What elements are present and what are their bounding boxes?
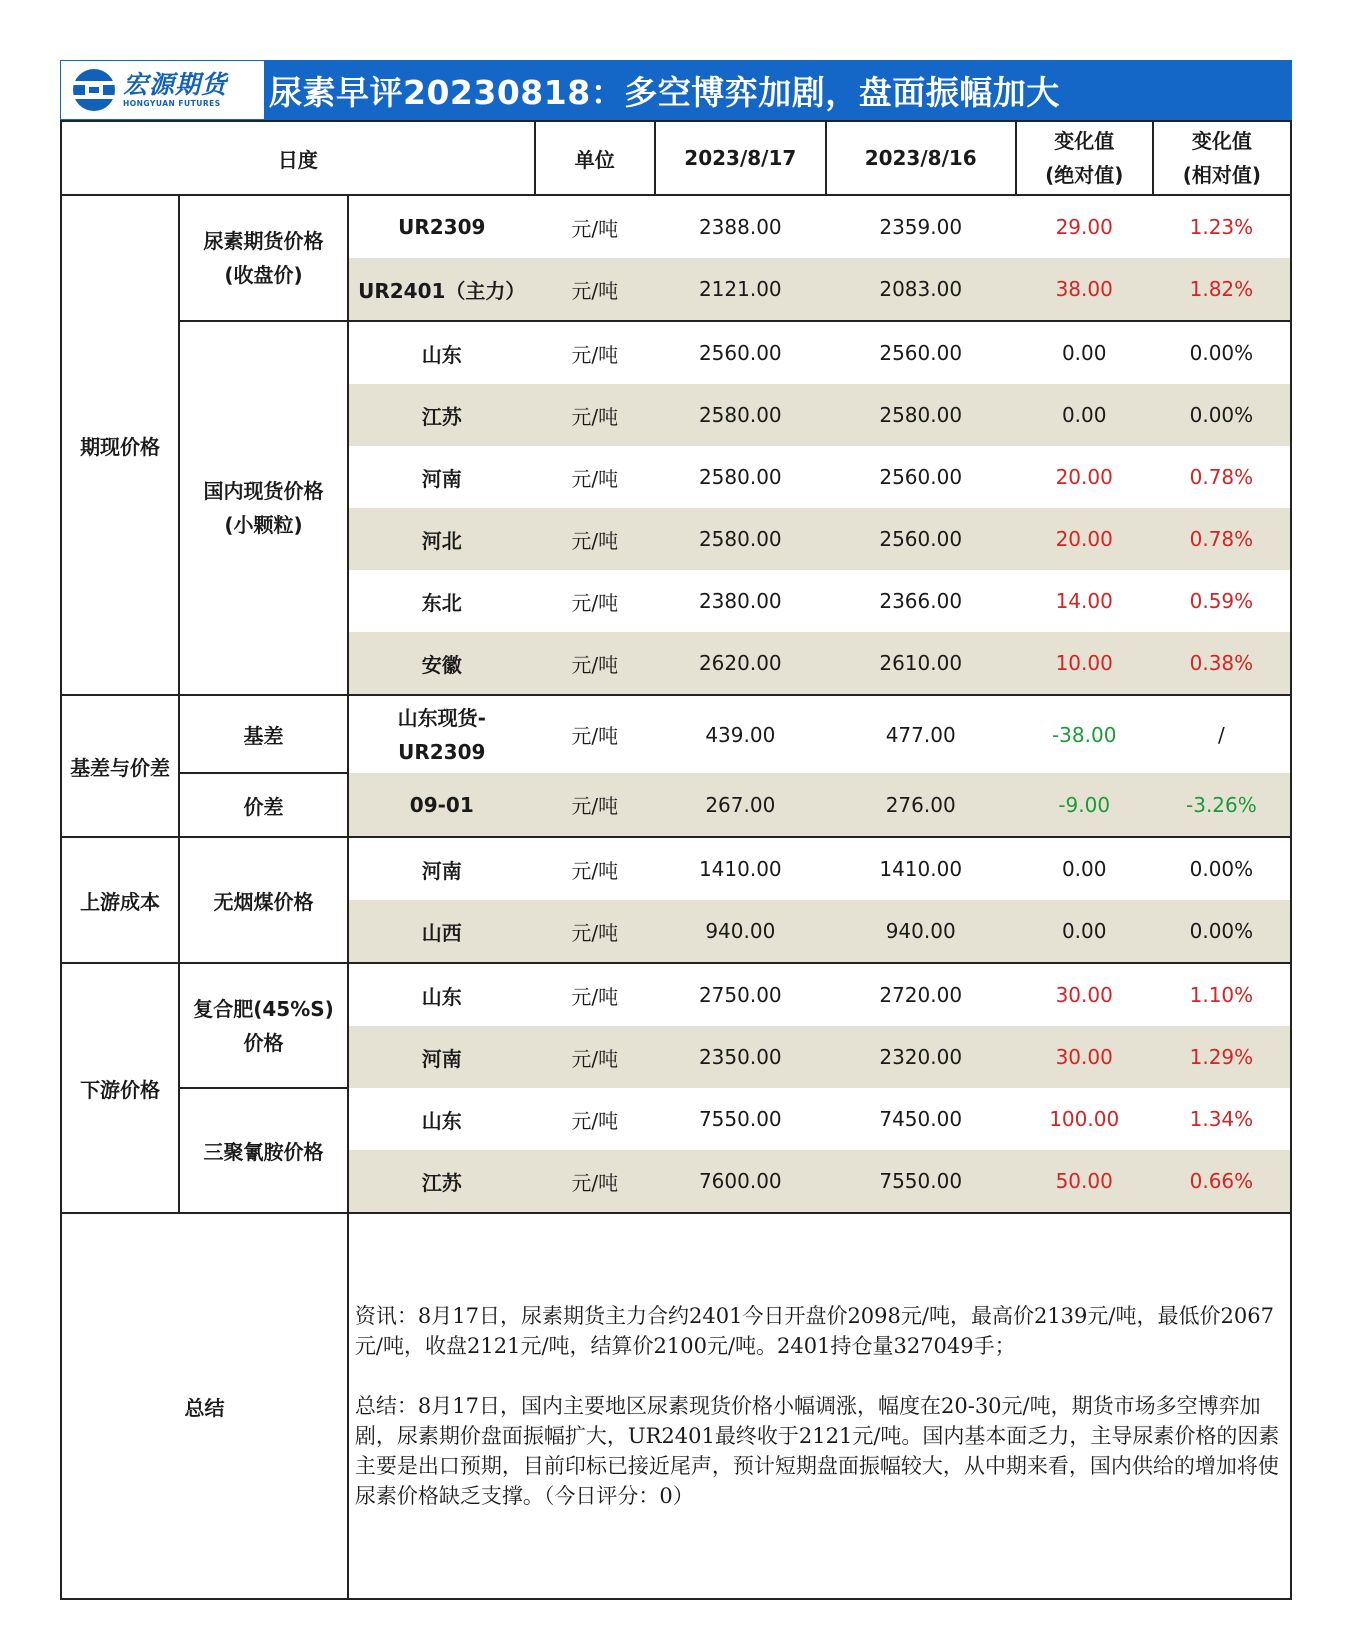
row-value-date1: 2380.00 [698,589,782,613]
row-value-date2: 2580.00 [826,384,1016,446]
row-rel-change: 0.00% [1153,900,1291,963]
row-value-date2: 276.00 [826,773,1016,837]
row-rel-change: 1.10% [1153,963,1291,1026]
row-value-date1: 267.00 [655,773,826,837]
logo-english-name: HONGYUAN FUTURES [123,99,221,108]
hongyuan-logo-icon [71,67,117,113]
row-value-date2: 2320.00 [826,1026,1016,1088]
col-header-abs-change: 变化值 (绝对值) [1016,121,1153,195]
col-header-date2: 2023/8/16 [826,121,1016,195]
subcategory-basis: 基差 [179,695,348,773]
subcategory-anthracite: 无烟煤价格 [179,837,348,963]
row-abs-change: -38.00 [1051,722,1117,747]
col-header-dimension: 日度 [61,121,535,195]
row-rel-change: 0.38% [1153,632,1291,695]
row-unit: 元/吨 [571,858,619,883]
row-item: UR2309 [398,215,486,239]
row-abs-change: 0.00 [1016,900,1153,963]
row-rel-change: 0.00% [1153,837,1291,900]
row-value-date1: 2560.00 [698,341,782,365]
category-basis-spread: 基差与价差 [61,695,179,837]
table-row [61,837,1291,900]
row-value-date1: 2121.00 [655,258,826,321]
row-value-date2: 2366.00 [879,589,963,613]
row-value-date2: 2359.00 [879,215,963,239]
row-abs-change: 30.00 [1016,1026,1153,1088]
row-value-date2: 2610.00 [826,632,1016,695]
row-rel-change: 1.29% [1153,1026,1291,1088]
row-unit: 元/吨 [571,724,619,748]
row-item: 山东 [421,342,462,367]
summary-news: 资讯：8月17日，尿素期货主力合约2401今日开盘价2098元/吨，最高价2139元/吨，最低价2067元/吨，收盘2121元/吨，结算价2100元/吨。2401持仓量327049手； [354,1304,1274,1358]
row-abs-change: 100.00 [1049,1107,1120,1131]
row-item: 安徽 [348,632,535,695]
row-unit: 元/吨 [571,342,619,367]
row-rel-change: -3.26% [1153,773,1291,837]
row-item: 09-01 [348,773,535,837]
row-unit: 元/吨 [571,590,619,615]
row-unit: 元/吨 [571,1108,619,1133]
row-rel-change: 0.66% [1153,1150,1291,1213]
subcategory-compound-fertilizer: 复合肥(45%S) 价格 [179,963,348,1088]
row-unit: 元/吨 [535,900,655,963]
row-unit: 元/吨 [535,258,655,321]
category-downstream-price: 下游价格 [61,963,179,1213]
row-value-date1: 1410.00 [698,857,782,881]
subcategory-spread: 价差 [179,773,348,837]
row-abs-change: 30.00 [1055,983,1113,1007]
row-rel-change: 0.00% [1153,321,1291,384]
row-unit: 元/吨 [571,466,619,491]
row-rel-change: 0.00% [1153,384,1291,446]
row-unit: 元/吨 [571,216,619,241]
category-upstream-cost: 上游成本 [61,837,179,963]
row-value-date1: 439.00 [705,722,776,747]
report-title: 尿素早评20230818：多空博弈加剧，盘面振幅加大 [269,72,1060,112]
row-abs-change: 0.00 [1061,341,1107,365]
row-rel-change: 0.59% [1153,570,1291,632]
row-value-date2: 1410.00 [879,857,963,881]
row-value-date1: 2580.00 [655,384,826,446]
row-abs-change: 50.00 [1016,1150,1153,1213]
row-abs-change: 20.00 [1055,465,1113,489]
row-value-date2: 7550.00 [826,1150,1016,1213]
row-value-date1: 2350.00 [655,1026,826,1088]
row-rel-change: 1.82% [1153,258,1291,321]
row-rel-change: 1.34% [1153,1088,1291,1150]
row-rel-change: / [1153,695,1291,773]
summary-conclusion: 总结：8月17日，国内主要地区尿素现货价格小幅调涨，幅度在20-30元/吨，期货市场多空博弈加剧，尿素期价盘面振幅扩大，UR2401最终收于2121元/吨。国内基本面乏力，主导尿素价格的因素主要是出口预期，目前印标已接近尾声，预计短期盘面振幅较大，从中期来看，国内供给的增加将使尿素价格缺乏支撑。（今日评分：0） [354,1394,1280,1508]
row-item: 山东 [421,984,462,1009]
summary-row [61,1213,1291,1599]
row-value-date2: 7450.00 [879,1107,963,1131]
logo-chinese-name: 宏源期货 [123,70,228,99]
row-unit: 元/吨 [535,1150,655,1213]
subcategory-urea-futures: 尿素期货价格 (收盘价) [179,195,348,321]
table-row [61,1088,1291,1150]
row-value-date2: 940.00 [826,900,1016,963]
subcategory-domestic-spot: 国内现货价格 (小颗粒) [179,321,348,695]
row-value-date1: 7600.00 [655,1150,826,1213]
row-value-date2: 2083.00 [826,258,1016,321]
row-item: 山西 [348,900,535,963]
row-rel-change: 0.78% [1153,446,1291,508]
row-abs-change: 29.00 [1055,215,1113,239]
row-abs-change: 14.00 [1055,589,1113,613]
row-unit: 元/吨 [571,984,619,1009]
row-value-date1: 2620.00 [655,632,826,695]
summary-content [348,1213,1291,1599]
row-item: 山东 [421,1108,462,1133]
row-abs-change: 10.00 [1016,632,1153,695]
report-header [60,60,1292,120]
col-header-rel-change: 变化值 (相对值) [1153,121,1291,195]
row-unit: 元/吨 [535,508,655,570]
row-value-date2: 477.00 [885,722,956,747]
row-abs-change: 0.00 [1061,857,1107,881]
row-unit: 元/吨 [535,384,655,446]
row-value-date2: 2560.00 [826,508,1016,570]
table-row [61,321,1291,384]
row-abs-change: 20.00 [1016,508,1153,570]
table-row [61,963,1291,1026]
row-rel-change: 0.78% [1153,508,1291,570]
row-value-date1: 2580.00 [655,508,826,570]
row-abs-change: 38.00 [1016,258,1153,321]
row-item: 山东现货- UR2309 [397,705,486,764]
row-unit: 元/吨 [535,1026,655,1088]
row-unit: 元/吨 [535,773,655,837]
row-item: 河南 [421,466,462,491]
row-value-date1: 2388.00 [698,215,782,239]
category-spot-futures: 期现价格 [61,195,179,695]
category-summary: 总结 [61,1213,348,1599]
table-row [61,773,1291,837]
row-value-date1: 2750.00 [698,983,782,1007]
row-value-date2: 2560.00 [879,341,963,365]
col-header-unit: 单位 [535,121,655,195]
col-header-date1: 2023/8/17 [655,121,826,195]
table-row [61,695,1291,773]
table-row [61,195,1291,258]
row-item: 江苏 [348,1150,535,1213]
company-logo [60,60,265,120]
row-unit: 元/吨 [535,632,655,695]
row-item: 河南 [348,1026,535,1088]
subcategory-melamine: 三聚氰胺价格 [179,1088,348,1213]
row-item: 河北 [348,508,535,570]
row-item: 河南 [421,858,462,883]
row-item: 江苏 [348,384,535,446]
row-value-date1: 940.00 [655,900,826,963]
row-value-date1: 7550.00 [698,1107,782,1131]
urea-price-table [60,120,1292,1600]
row-item: UR2401（主力） [348,258,535,321]
row-rel-change: 1.23% [1153,195,1291,258]
row-abs-change: -9.00 [1016,773,1153,837]
row-value-date1: 2580.00 [698,465,782,489]
row-abs-change: 0.00 [1016,384,1153,446]
table-header-row [61,121,1291,195]
row-value-date2: 2720.00 [879,983,963,1007]
row-value-date2: 2560.00 [879,465,963,489]
row-item: 东北 [421,590,462,615]
